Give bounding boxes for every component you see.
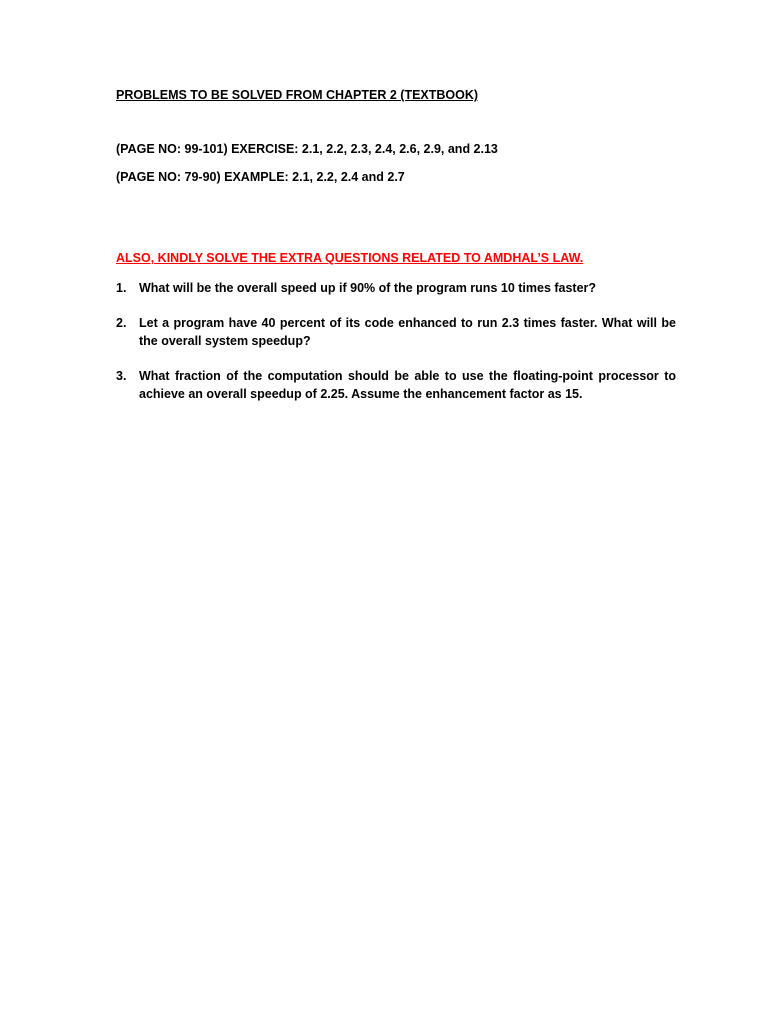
question-list bbox=[116, 279, 676, 420]
question-number: 1. bbox=[116, 281, 127, 295]
question-number: 3. bbox=[116, 369, 127, 383]
extra-questions-heading: ALSO, KINDLY SOLVE THE EXTRA QUESTIONS RELATED TO AMDHAL’S LAW. bbox=[116, 251, 584, 265]
document-heading: PROBLEMS TO BE SOLVED FROM CHAPTER 2 (TEXTBOOK) bbox=[116, 88, 479, 102]
question-item bbox=[116, 314, 676, 350]
question-item bbox=[116, 279, 676, 297]
question-text: What fraction of the computation should be able to use the floating-point processor to achieve an overall speedup of 2.25. Assume the enhancement factor as 15. bbox=[139, 369, 676, 401]
question-item bbox=[116, 367, 676, 403]
question-text: Let a program have 40 percent of its code enhanced to run 2.3 times faster. What will be the overall system speedup? bbox=[139, 316, 676, 348]
example-pages-line: (PAGE NO: 79-90) EXAMPLE: 2.1, 2.2, 2.4 and 2.7 bbox=[116, 170, 405, 184]
question-text: What will be the overall speed up if 90% of the program runs 10 times faster? bbox=[139, 281, 597, 295]
exercise-pages-line: (PAGE NO: 99-101) EXERCISE: 2.1, 2.2, 2.3, 2.4, 2.6, 2.9, and 2.13 bbox=[116, 142, 498, 156]
question-number: 2. bbox=[116, 316, 127, 330]
